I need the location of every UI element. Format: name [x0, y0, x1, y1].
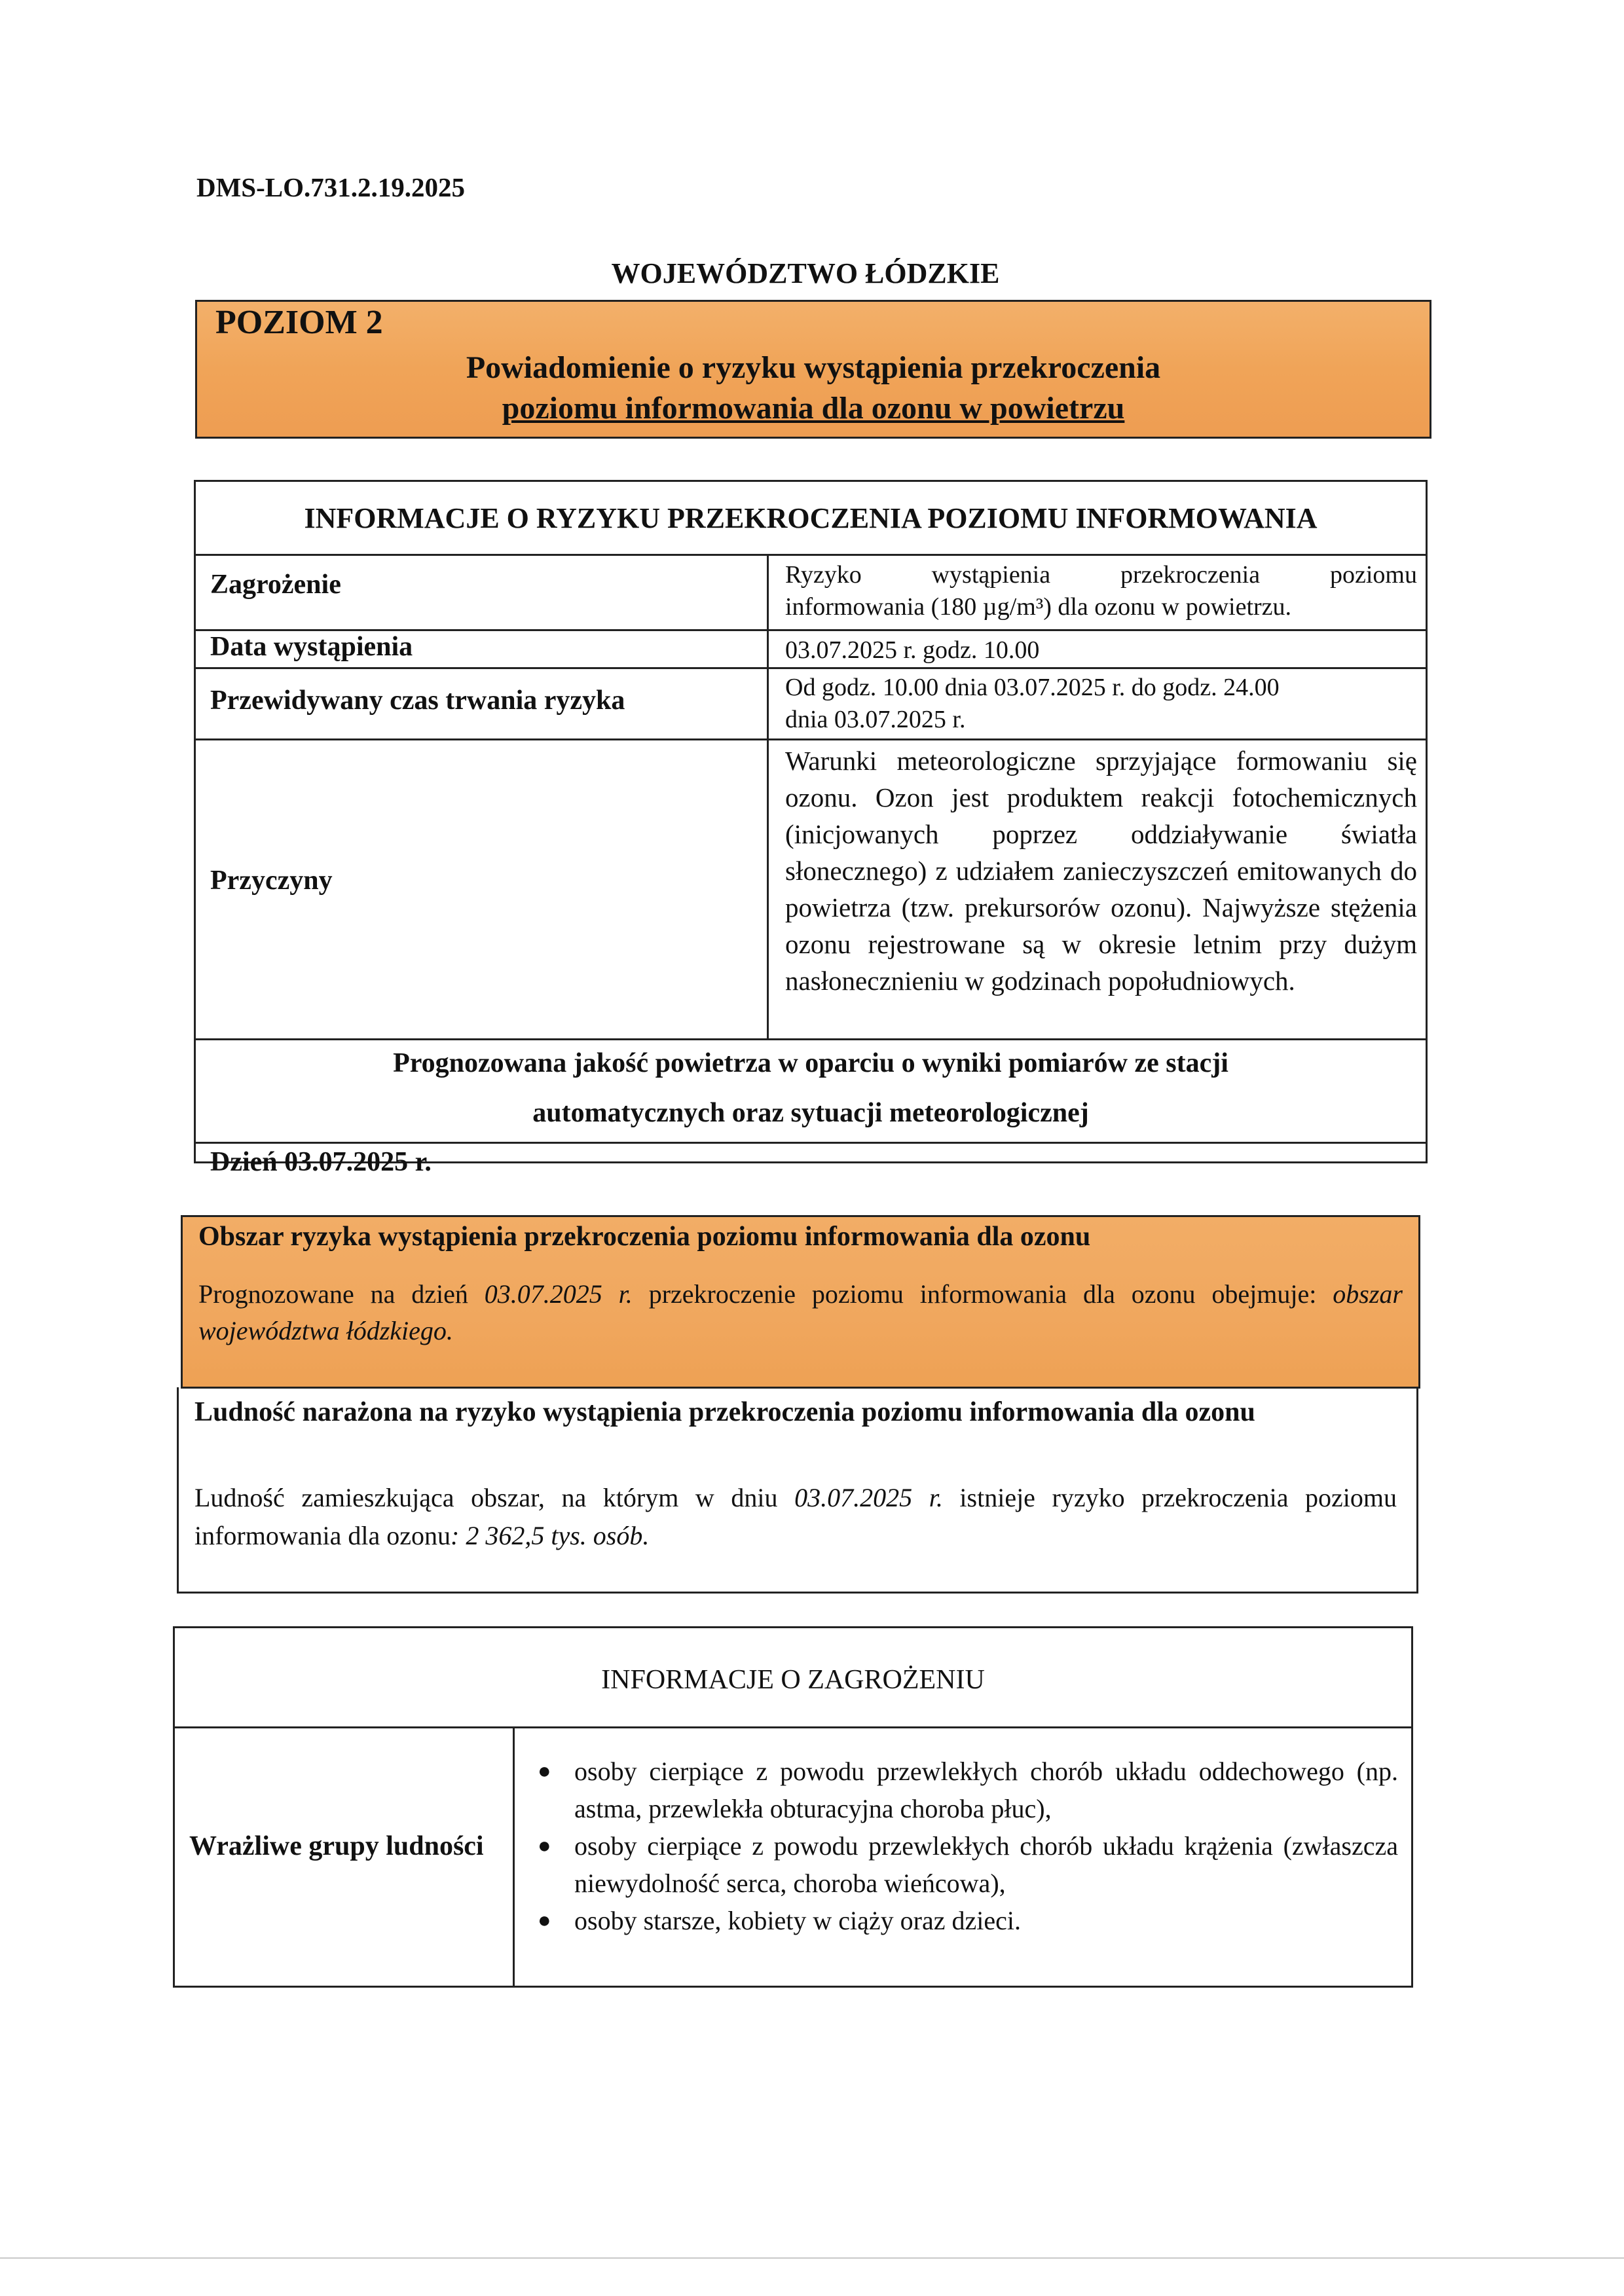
- divider: [196, 667, 1426, 669]
- column-divider: [513, 1726, 515, 1986]
- notification-title: [197, 348, 1430, 429]
- forecast-heading: [196, 1038, 1426, 1138]
- causes-label: Przyczyny: [210, 866, 333, 896]
- list-item: [528, 1753, 1398, 1827]
- duration-value-line1: Od godz. 10.00 dnia 03.07.2025 r. do godz. 24.00: [785, 674, 1280, 701]
- notification-title-line1: Powiadomienie o ryzyku wystąpienia przekroczenia: [466, 350, 1161, 385]
- bullet-icon: ●: [538, 1834, 551, 1858]
- forecast-heading-line2: automatycznych oraz sytuacji meteorologicznej: [532, 1098, 1089, 1128]
- hazard-value-line1: Ryzyko wystąpienia przekroczenia poziomu: [785, 561, 1417, 589]
- duration-value: [785, 672, 1417, 736]
- population-count: 2 362,5 tys. osób.: [466, 1521, 650, 1550]
- risk-area-date: 03.07.2025 r.: [484, 1279, 633, 1309]
- divider: [196, 1142, 1426, 1144]
- hazard-info-table: [173, 1626, 1413, 1988]
- population-text-middle: istnieje ryzyko przekroczenia poziomu informowania dla ozonu: [194, 1483, 1397, 1550]
- duration-value-line2: dnia 03.07.2025 r.: [785, 706, 966, 733]
- risk-info-heading: INFORMACJE O RYZYKU PRZEKROCZENIA POZIOMU INFORMOWANIA: [304, 502, 1318, 534]
- duration-label: Przewidywany czas trwania ryzyka: [210, 685, 625, 716]
- population-date: 03.07.2025 r.: [794, 1483, 943, 1512]
- divider: [196, 738, 1426, 740]
- hazard-label: Zagrożenie: [210, 570, 341, 600]
- forecast-heading-line1: Prognozowana jakość powietrza w oparciu o wyniki pomiarów ze stacji: [393, 1048, 1228, 1078]
- list-item-text: osoby starsze, kobiety w ciąży oraz dzieci.: [574, 1906, 1021, 1935]
- notification-title-line2: poziomu informowania dla ozonu w powietrzu: [502, 391, 1125, 426]
- hazard-info-heading: INFORMACJE O ZAGROŻENIU: [601, 1665, 985, 1695]
- population-colon: :: [451, 1521, 466, 1550]
- risk-area-text-prefix: Prognozowane na dzień: [198, 1279, 485, 1309]
- population-text-prefix: Ludność zamieszkująca obszar, na którym w dniu: [194, 1483, 795, 1512]
- region-title-text: WOJEWÓDZTWO ŁÓDZKIE: [611, 257, 1000, 289]
- population-box: [177, 1387, 1418, 1594]
- date-label: Data wystąpienia: [210, 632, 413, 662]
- causes-value: Warunki meteorologiczne sprzyjające formowaniu się ozonu. Ozon jest produktem reakcji fotochemicznych (inicjowanych poprzez oddziaływanie światła słonecznego) z udziałem zanieczyszczeń emitowanych do powietrza (tzw. prekursorów ozonu). Najwyższe stężenia ozonu rejestrowane są w okresie letnim przy dużym nasłonecznieniu w godzinach popołudniowych.: [785, 746, 1417, 996]
- risk-area-title: Obszar ryzyka wystąpienia przekroczenia poziomu informowania dla ozonu: [198, 1222, 1091, 1252]
- level-banner: [195, 300, 1431, 439]
- list-item: [528, 1902, 1398, 1939]
- level-label: POZIOM 2: [215, 304, 383, 341]
- date-value: 03.07.2025 r. godz. 10.00: [785, 636, 1040, 664]
- sensitive-groups-list: [528, 1753, 1398, 1939]
- list-item-text: osoby cierpiące z powodu przewlekłych chorób układu krążenia (zwłaszcza niewydolność serca, choroba wieńcowa),: [574, 1831, 1398, 1898]
- population-text: [194, 1479, 1397, 1555]
- risk-area-region: obszar województwa łódzkiego.: [198, 1279, 1403, 1345]
- list-item: [528, 1827, 1398, 1902]
- hazard-value: [785, 559, 1417, 623]
- bullet-icon: ●: [538, 1908, 551, 1933]
- scan-edge-line: [0, 2257, 1624, 2259]
- risk-area-text: [198, 1276, 1403, 1349]
- divider: [196, 554, 1426, 556]
- hazard-value-line2: informowania (180 µg/m³) dla ozonu w powietrzu.: [785, 593, 1292, 621]
- bullet-icon: ●: [538, 1759, 551, 1783]
- sensitive-groups-label: Wrażliwe grupy ludności: [189, 1831, 484, 1861]
- forecast-day: Dzień 03.07.2025 r.: [210, 1147, 432, 1177]
- column-divider: [767, 554, 769, 1038]
- document-reference: DMS-LO.731.2.19.2025: [196, 172, 465, 202]
- risk-info-table: [194, 480, 1428, 1177]
- risk-area-text-middle: przekroczenie poziomu informowania dla ozonu obejmuje:: [632, 1279, 1333, 1309]
- region-title: [0, 257, 1624, 290]
- list-item-text: osoby cierpiące z powodu przewlekłych chorób układu oddechowego (np. astma, przewlekła obturacyjna choroba płuc),: [574, 1757, 1398, 1823]
- population-title: Ludność narażona na ryzyko wystąpienia przekroczenia poziomu informowania dla ozonu: [194, 1397, 1255, 1427]
- divider: [175, 1726, 1411, 1728]
- risk-area-box: [181, 1215, 1420, 1389]
